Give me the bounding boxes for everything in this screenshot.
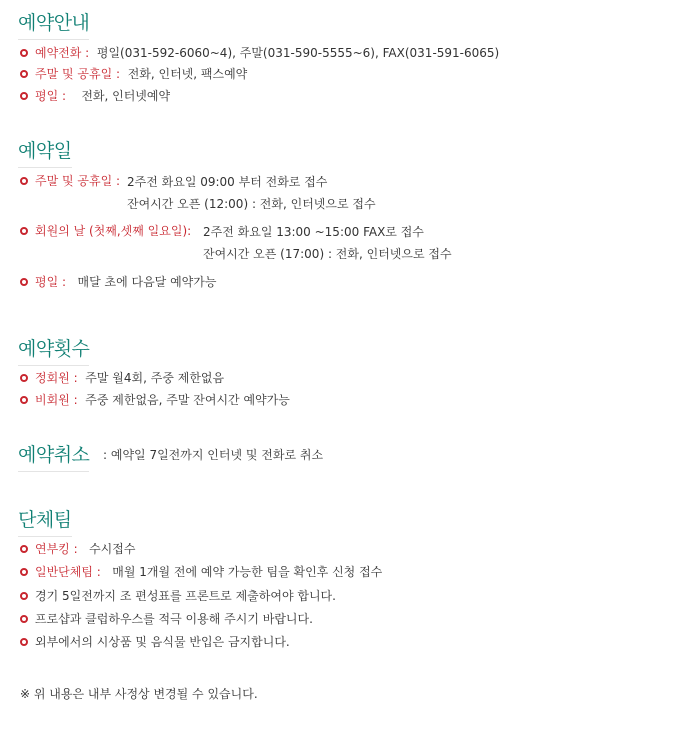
list-item bbox=[20, 45, 499, 61]
section-title-reservation-cancel: 예약취소 bbox=[18, 440, 89, 472]
item-value: 평일(031-592-6060~4), 주말(031-590-5555~6), FAX(031-591-6065) bbox=[96, 46, 500, 60]
item-value: 외부에서의 시상품 및 음식물 반입은 금지합니다. bbox=[35, 635, 290, 649]
item-label: 연부킹 : bbox=[35, 542, 78, 556]
item-value: 잔여시간 오픈 (17:00) : 전화, 인터넷으로 접수 bbox=[203, 247, 452, 261]
item-label: 평일 : bbox=[35, 275, 67, 289]
list-item bbox=[20, 370, 224, 386]
item-value: 수시접수 bbox=[89, 542, 136, 556]
item-label: 일반단체팀 : bbox=[35, 565, 101, 579]
list-item bbox=[20, 564, 382, 580]
item-value: 잔여시간 오픈 (12:00) : 전화, 인터넷으로 접수 bbox=[127, 197, 376, 211]
section-title-reservation-info: 예약안내 bbox=[18, 8, 89, 40]
item-label: 평일 : bbox=[35, 89, 67, 103]
bullet-icon bbox=[20, 278, 28, 286]
bullet-icon bbox=[20, 49, 28, 57]
list-item bbox=[20, 223, 191, 239]
item-value: 주말 월4회, 주중 제한없음 bbox=[85, 371, 225, 385]
section-title-reservation-count: 예약횟수 bbox=[18, 334, 89, 366]
bullet-icon bbox=[20, 92, 28, 100]
item-label: 비회원 : bbox=[35, 393, 78, 407]
item-value: 전화, 인터넷, 팩스예약 bbox=[127, 67, 248, 81]
bullet-icon bbox=[20, 592, 28, 600]
item-label: 예약전화 : bbox=[35, 46, 90, 60]
cancel-note: : 예약일 7일전까지 인터넷 및 전화로 취소 bbox=[103, 448, 324, 462]
bullet-icon bbox=[20, 70, 28, 78]
list-item bbox=[20, 173, 120, 189]
item-label: 회원의 날 (첫째,셋째 일요일): bbox=[35, 224, 192, 238]
bullet-icon bbox=[20, 374, 28, 382]
list-item bbox=[20, 392, 290, 408]
item-value: 매월 1개월 전에 예약 가능한 팀을 확인후 신청 접수 bbox=[112, 565, 383, 579]
item-value: 매달 초에 다음달 예약가능 bbox=[77, 275, 217, 289]
list-item bbox=[20, 66, 247, 82]
bullet-icon bbox=[20, 177, 28, 185]
item-label: 정회원 : bbox=[35, 371, 78, 385]
section-title-reservation-day: 예약일 bbox=[18, 136, 72, 168]
bullet-icon bbox=[20, 545, 28, 553]
item-label: 주말 및 공휴일 : bbox=[35, 67, 121, 81]
item-value: 프로샵과 클럽하우스를 적극 이용해 주시기 바랍니다. bbox=[35, 612, 313, 626]
item-value: 2주전 화요일 13:00 ~15:00 FAX로 접수 bbox=[203, 225, 424, 239]
item-value: 주중 제한없음, 주말 잔여시간 예약가능 bbox=[85, 393, 290, 407]
item-value: 경기 5일전까지 조 편성표를 프론트로 제출하여야 합니다. bbox=[35, 589, 336, 603]
footer-note: ※ 위 내용은 내부 사정상 변경될 수 있습니다. bbox=[20, 687, 258, 701]
bullet-icon bbox=[20, 638, 28, 646]
bullet-icon bbox=[20, 396, 28, 404]
list-item bbox=[20, 588, 336, 604]
item-value: 전화, 인터넷예약 bbox=[81, 89, 171, 103]
item-label: 주말 및 공휴일 : bbox=[35, 174, 121, 188]
item-value: 2주전 화요일 09:00 부터 전화로 접수 bbox=[127, 175, 328, 189]
bullet-icon bbox=[20, 568, 28, 576]
section-title-group-team: 단체팀 bbox=[18, 505, 72, 537]
list-item bbox=[20, 274, 216, 290]
list-item bbox=[20, 541, 135, 557]
bullet-icon bbox=[20, 615, 28, 623]
list-item bbox=[20, 88, 170, 104]
list-item bbox=[20, 611, 313, 627]
bullet-icon bbox=[20, 227, 28, 235]
list-item bbox=[20, 634, 290, 650]
